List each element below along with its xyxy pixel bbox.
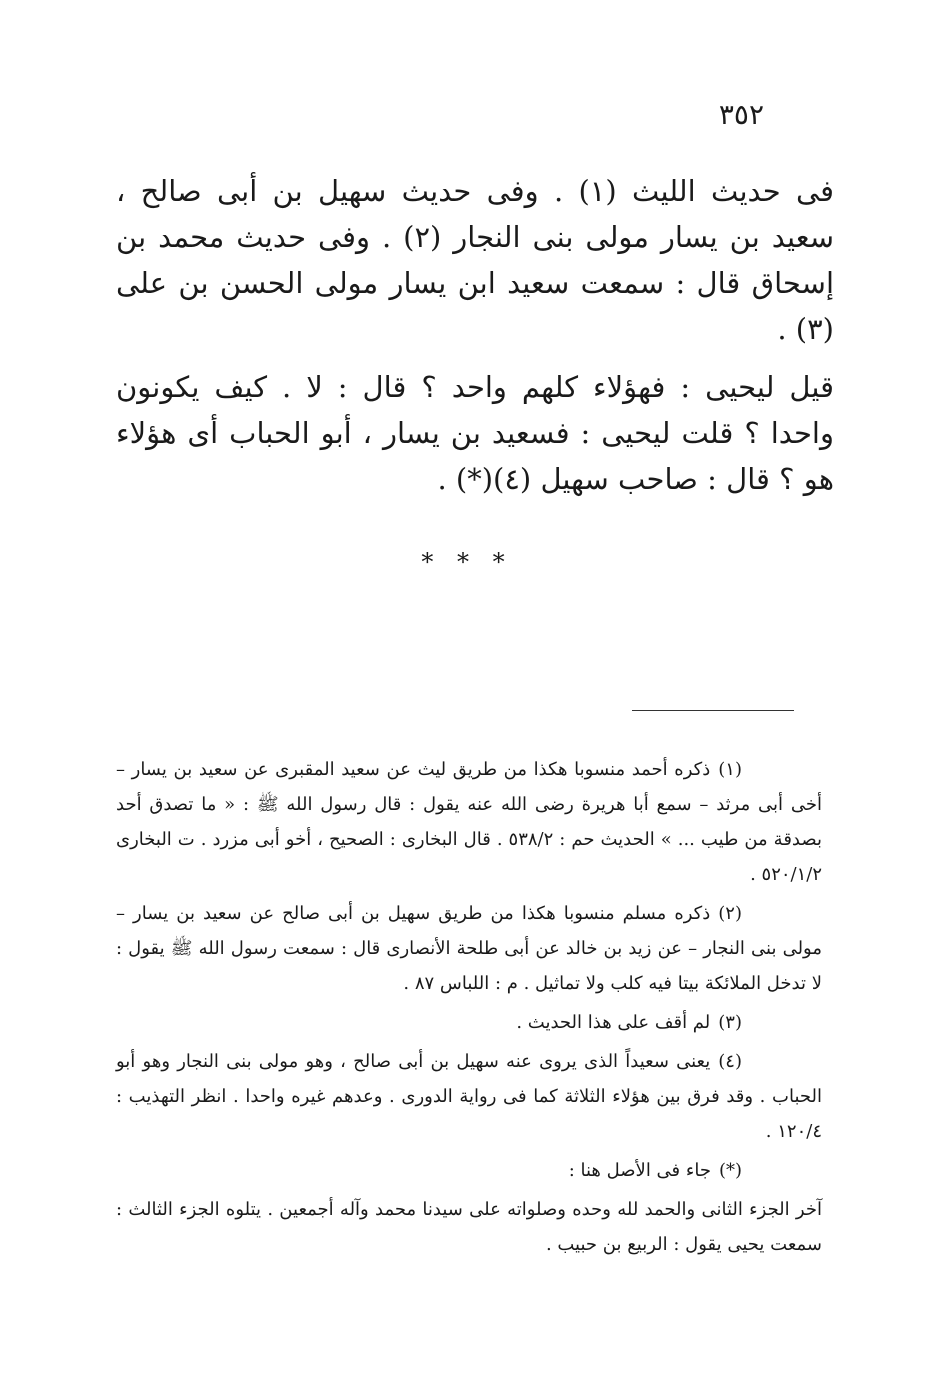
footnote-mark: (٣) [718, 1012, 742, 1033]
footnote-mark: (٤) [718, 1051, 742, 1072]
section-separator: * * * [421, 548, 513, 576]
footnote-1 [116, 752, 822, 892]
main-paragraph-2: قيل ليحيى : فهؤلاء كلهم واحد ؟ قال : لا . كيف يكونون واحدا ؟ قلت ليحيى : فسعيد بن يسار ، أبو الحباب أى هؤلاء هو ؟ قال : صاحب سهيل (٤)(*) . [116, 370, 834, 496]
footnote-text: جاء فى الأصل هنا : [568, 1160, 711, 1181]
footnote-mark: (١) [718, 759, 742, 780]
footnote-mark: (٢) [718, 903, 742, 924]
footnote-4 [116, 1044, 822, 1149]
footnote-text: ذكره مسلم منسوبا هكذا من طريق سهيل بن أبى صالح عن سعيد بن يسار – مولى بنى النجار – عن زيد بن خالد عن أبى طلحة الأنصارى قال : سمعت رسول الله ﷺ يقول : لا تدخل الملائكة بيتا فيه كلب ولا تماثيل . م : اللباس ٨٧ . [116, 903, 822, 994]
main-paragraph-1: فى حديث الليث (١) . وفى حديث سهيل بن أبى صالح ، سعيد بن يسار مولى بنى النجار (٢) . وفى حديث محمد بن إسحاق قال : سمعت سعيد ابن يسار مولى الحسن بن على (٣) . [116, 174, 835, 346]
footnotes [116, 752, 822, 1266]
colophon: آخر الجزء الثانى والحمد لله وحده وصلواته على سيدنا محمد وآله أجمعين . يتلوه الجزء الثالث : سمعت يحيى يقول : الربيع بن حبيب . [116, 1199, 822, 1255]
footnote-mark: (*) [718, 1160, 742, 1181]
page-number: ٣٥٢ [718, 98, 764, 131]
footnote-2 [116, 896, 822, 1001]
footnote-text: ذكره أحمد منسوبا هكذا من طريق ليث عن سعيد المقبرى عن سعيد بن يسار – أخى أبى مرثد – سمع أبا هريرة رضى الله عنه يقول : قال رسول الله ﷺ : « ما تصدق أحد بصدقة من طيب ... » الحديث حم : ٥٣٨/٢ . قال البخارى : الصحيح ، أخو أبى مزرد . ت البخارى ٥٢٠/١/٢ . [116, 759, 822, 885]
footnote-divider [632, 710, 794, 711]
footnote-text: لم أقف على هذا الحديث . [516, 1012, 711, 1033]
footnote-text: يعنى سعيداً الذى يروى عنه سهيل بن أبى صالح ، وهو مولى بنى النجار وهو أبو الحباب . وقد فرق بين هؤلاء الثلاثة كما فى رواية الدورى . وعدهم غيره واحدا . انظر التهذيب : ١٢٠/٤ . [116, 1051, 822, 1142]
footnote-3 [116, 1005, 822, 1040]
main-text [116, 168, 834, 514]
footnote-star [116, 1153, 822, 1188]
